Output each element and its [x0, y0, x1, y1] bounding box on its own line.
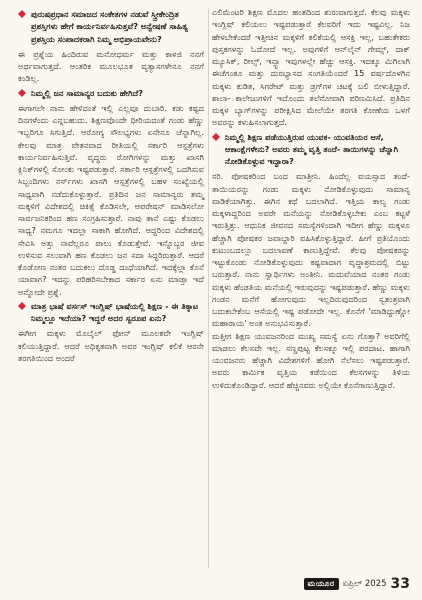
answer-3: ಈಗೀಗ ಮಕ್ಕಳು ಮೊಬೈಲ್‌ ಫೋನ್ ಮೂಲಕವೇ ಇಂಗ್ಲಿಷ್ ಕಲಿಯುತ್ತಿದ್ದಾರೆ. ಆದರೆ ಅಧಿಕೃತವಾಗಿ ಅವರ ಇಂಗ್ಲಿಷ್ ಕಲಿಕೆ ಆರನೇ ತರಗತಿಯಿಂದ ಅಂದರೆ	[18, 328, 204, 363]
diamond-bullet-icon	[18, 10, 26, 14]
diamond-bullet-icon	[212, 133, 220, 137]
left-column	[18, 6, 204, 364]
answer-1: ಈ ಪ್ರಶ್ನೆಯ ಹಿಂದಿರುವ ಮನೋಧರ್ಮ ಮತ್ತು ಕಾಳಜಿ ನನಗೆ ಅರ್ಥವಾಗುತ್ತದೆ. ಆಂತರಿಕ ಮೂಲಭೂತ ವ್ಯತ್ಯಾಸಗಳೇನೂ ನನಗೆ ಕಂಡಿಲ್ಲ.	[18, 48, 204, 84]
magazine-logo: ಮಯೂರ	[304, 578, 339, 590]
question-2-text: ನಿಮ್ಮಲ್ಲಿ ಜನ ಸಾಮಾನ್ಯರ ಬದುಕು ಹೇಗಿದೆ?	[31, 87, 143, 98]
issue-date: ಏಪ್ರಿಲ್ 2025	[342, 579, 387, 589]
question-1	[18, 8, 204, 45]
page-footer	[304, 576, 410, 592]
column-divider	[208, 8, 209, 568]
right-column	[212, 6, 410, 391]
answer-3-continued: ಎಲಿಮೆಂಟರಿ ಶಿಕ್ಷಣ ಮೊದಲ ಹಂತದಿಂದ ಶುರುವಾಗುತ್ತದೆ. ಕೆಲವು ಮಕ್ಕಳು ಇಂಗ್ಲಿಷ್ ಕಲಿಯಲು ಇಷ್ಟಪಡುತ್ತಾರೆ ಕೆಲವರಿಗೆ ಇದು ಇಷ್ಟವಿಲ್ಲ. ನಿಜ ಹೇಳಬೇಕೆಂದರೆ ಇತ್ತೀಚಿನ ಮಕ್ಕಳಿಗೆ ಕಲಿಕೆಯಲ್ಲಿ ಆಸಕ್ತಿ ಇಲ್ಲ, ಬಹುತೇಕರು ಪುಸ್ತಕಗಳನ್ನು ಓದೋದೆ ಇಲ್ಲ. ಅವುಗಳಿಗೆ ಆನ್‌ಲೈನ್ ಗೇಮ್ಸ್, ದಾಕ್ ಮ್ಯೂಸಿಕ್, ರೀಲ್ಸ್, ಇನ್ಸ್ಟಾ ಇವುಗಳಲ್ಲೇ ಹೆಚ್ಚು ಆಸಕ್ತಿ. ಇದಕ್ಕೂ ಮಿಗಿಲಾಗಿ ಈಚೆಗಂತೂ ಮತ್ತು ದುರಭ್ಯಾಸದ ಸಂಗತಿಯೆಂದರೆ 15 ವರ್ಷದೊಳಗಿನ ಮಕ್ಕಳು ಕುಡಿತ, ಸಿಗರೇಟ್ ಮತ್ತು ಡ್ರಗ್‌ಗಳ ಚಟಕ್ಕೆ ಬಲಿ ಬೀಳುತ್ತಿದ್ದಾರೆ. ಶಾಲಾ- ಕಾಲೇಜುಗಳಿಗೆ ಇದೊಂದು ತಲೆನೋವಾಗಿ ಪರಿಣಮಿಸಿದೆ. ಪ್ರತಿದಿನ ಮಕ್ಕಳ ಬ್ಯಾಗ್‌ಗಳನ್ನು ಪರೀಕ್ಷಿಸಿದ ಮೇಲೆಯೇ ತರಗತಿ ಕೋಣೆಯ ಒಳಗೆ ಅವರನ್ನು ಕಳುಹಿಸಲಾಗುತ್ತದೆ.	[212, 7, 410, 128]
question-1-text: ಪುರುಷಪ್ರಧಾನ ಸಮಾಜದ ಸಂಕೇತಗಳ ನಡುವೆ ಸ್ತ್ರೀಕೇಂದ್ರಿತ ಪ್ರಶಸ್ತಿಗಳು ಹೇಗೆ ಕಾರ್ಯನಿರ್ವಹಿಸುತ್ತವೆ? ಅನ್ವೇಷಣೆ ಸಾಹಿತ್ಯ ಪ್ರಶಸ್ತಿಯ ಸಂಪಾದಕರಾಗಿ ನಿಮ್ಮ ಅಭಿಪ್ರಾಯವೇನು?	[31, 9, 188, 44]
answer-5: ಮತ್ತೀಗ ಶಿಕ್ಷಣ ಯುವಜನರಿಂದ ಮುಖ್ಯ ಸಮಸ್ಯೆ ಏನು ಗೊತ್ತಾ? ಅವರಿಗೆಲ್ಲಿ ಮಾಡಲು ಕೆಲಸವೇ ಇಲ್ಲ. ಸಣ್ಣಪುಟ್ಟ ಕೆಲಸಕ್ಕೂ ಇಲ್ಲಿ ಪರದಾಟ. ಹಾಗಾಗಿ ಯುವಜನರು ಹೆಚ್ಚಾಗಿ ವಿದೇಶಗಳಿಗೆ ಹೋಗಿ ನೆಲೆಸಲು ಇಷ್ಟಪಡುತ್ತಾರೆ. ಅವರು ಕಾರ್ಮಿಕ ವೃತ್ತಿಯ ಕಡೆಯಿಂದ ಕೆಲಸಗಳನ್ನು ತಿಳಿಯ ಉಳಿದುಕೊಂಡಿದ್ದಾರೆ. ಆದರೆ ಹೆಚ್ಚಿನವರು ಅಲ್ಲಿಯೇ ಕೊನೆಗಾಣುತ್ತಿದ್ದಾರೆ.	[212, 330, 410, 390]
diamond-bullet-icon	[18, 302, 26, 306]
page-number: 33	[390, 576, 410, 592]
answer-2: ಈಗಾಗಲೇ ನಾನು ಹೇಳಿದಂತೆ ಇಲ್ಲಿ ಎಲ್ಲವೂ ದುಬಾರಿ. ಕಡು ಕಷ್ಟದ ದಿನಗಳೆಂದು ಎನ್ನಬಹುದು. ಶಿಕ್ಷಣವೊಂದೇ ಧೀರಿಯದಂತೆ ಗಂಡು ಹೆಣ್ಣು ಇಬ್ಬರಿಗೂ ಸಿಗುತ್ತಿದೆ. ಆರೋಗ್ಯ ಸೌಲಭ್ಯಗಳು ಏನೇನೂ ಚೆನ್ನಾಗಿಲ್ಲ. ಕೇಲವು ಮಾತ್ರ ವೇತನವಾದ ರೀತಿಯಲ್ಲಿ ಸರ್ಕಾರಿ ಆಸ್ಪತ್ರೆಗಳು ಕಾರ್ಯನಿರ್ವಹಿಸುತ್ತಿವೆ. ವೃದ್ಧರು ರೋಗಿಗಳನ್ನು ಮತ್ತು ಖಾಸಗಿ ಕ್ಲಿನಿಕ್‌ಗಳಲ್ಲಿ ಸೋಂಕು ಇಷ್ಟಪಡುತ್ತಾರೆ. ಸರ್ಕಾರಿ ಆಸ್ಪತ್ರೆಗಳಲ್ಲಿ ಒದಗಿಸುವ ಸಿಬ್ಬಂದಿಗಳು ನರ್ಸ್‌ಗಳು ಖಾಸಗಿ ಆಸ್ಪತ್ರೆಗಳಲ್ಲಿ ಬಹಳ ಸಂಖ್ಯೆಯಲ್ಲಿ ಸಾಧ್ಯವಾಗಿ ನಡೆದುಕೊಳ್ಳುತ್ತಾರೆ. ಪ್ರತಿದಿನ ಜನ ಸಾಮಾನ್ಯರು ತಮ್ಮ ಮಕ್ಕಳಿಗೆ ವಿದೇಶದಲ್ಲಿ ಚಿಕಿತ್ಸೆ ಕೊಡಿಸಲೇ, ಆಪರೇಷನ್ ಮಾಡಿಸಲೋ ಸಾರ್ವಜನಿಕರಿಂದ ಹಣ ಸಂಗ್ರಹಿಸುತ್ತಾರೆ. ನಾವು ತಾನೆ ಎಷ್ಟು ಕೊಡಲು ಸಾಧ್ಯ? ನಮಗೂ ಇದಲ್ಲಾ ಸಾಕಾಗಿ ಹೋಗಿದೆ. ಆದ್ದರಿಂದ ವಿದೇಶದಲ್ಲಿ ಸೇವಿಸಿ ಅತ್ತು ನಾವೆಲ್ಲರೂ ಪಾಲು ಕೊಡುತ್ತೇವೆ. ಇನ್ನೊಬ್ಬರ ಜೀವ ಉಳಿಸುವ ಸಲುವಾಗಿ ಹಣ ಕೊಡಲು ಜನ ಸದಾ ಸಿದ್ಧರಿರುತ್ತಾರೆ. ಆದರೆ ಕೊಡೋಣ ನಂತರ ಬದುಕಲು ದೊಡ್ಡ ದಂಧೆಯಾಗಿದೆ. ಇದಕ್ಕೆಲ್ಲಾ ಕೊನೆ ಯಾವಾಗ? ಇದನ್ನು ಪರಿಹರಿಸಬೇಕಾದ ಸರ್ಕಾರ ಏನು ಮಾಡ್ತಾ ಇದೆ ಅನ್ನೋದೇ ಪ್ರಶ್ನೆ.	[18, 102, 204, 297]
question-3	[18, 300, 204, 325]
answer-4: ಸರಿ. ಪೋಷಕರಿಂದ ಬಂದ ಮಾತ್ರೀನಿ. ಹಿಂದೆಲ್ಲ ವಯಸ್ಸಾದ ತಂದೆ-ತಾಯಿಯರನ್ನು ಗಂಡು ಮಕ್ಕಳು ನೋಡಿಕೊಳ್ಳುವುದು ಸಾಮಾನ್ಯ ವಾಡಿಕೆಯಾಗಿತ್ತು. ಈಗಿನ ಕಥೆ ಬದಲಾಗಿದೆ. ಇತ್ತಿಯ ಕಾಲ್ಯ ಗಂಡು ಮಕ್ಕಳಾದ್ದರಿಂದ ಅವರೇ ಮನೆಯನ್ನು ನೋಡಿಕೊಳ್ಳಬೇಕು ಎಂಬ ಕಟ್ಟಳೆ ಇರುತ್ತಿತ್ತು. ಆಧುನಿಕ ಜೀವನದ ಸಮಸ್ಯೆಗಳಿಂದಾಗಿ ಇದೀಗ ಹೆಣ್ಣು ಮಕ್ಕಳೂ ಹೆಚ್ಚಾಗಿ ಪೋಷಕರ ಜವಾಬ್ದಾರಿ ವಹಿಸಿಕೊಳ್ಳುತ್ತಿದ್ದಾರೆ. ಹೀಗೆ ಪ್ರತಿಯೊಂದು ಕುಟುಂಬದಲ್ಲೂ ಬದಲಾವಣೆ ಕಾಣುತ್ತಿದ್ದೇವೆ. ಕೆಲವು ಪೋಷಕರನ್ನು ಇಟ್ಟುಕೊಂಡು ನೋಡಿಕೊಳ್ಳುವುದು ಕಷ್ಟವಾದಾಗ ವೃದ್ಧಾಶ್ರಮದಲ್ಲಿ ಬಿಟ್ಟು ಬರುತ್ತಾರೆ. ನಾನು ಸ್ವಾರ್ಥಿಗಳು ಅಂತೀನಿ. ಮದುವೆಯಾದ ನಂತರ ಗಂಡು ಮಕ್ಕಳು ಹೆಂಡತಿಯ ಮನೆಯಲ್ಲಿ ಇರುವುದನ್ನು ಇಷ್ಟಪಡುತ್ತಾರೆ. ಹೆಣ್ಣು ಮಕ್ಕಳು ಗಂಡನ ಮನೆಗೆ ಹೋಗುವುದು ಇಲ್ಲದಿರುವುದರಿಂದ ಸ್ವತಂತ್ರವಾಗಿ ಬದುಕಬೇಕೆಂಬ ಆಸೆಯಲ್ಲಿ ಇಷ್ಟ ಪಡೋದೇ ಇಲ್ಲ. ಕೊನೆಗೆ 'ಮಾಡಿದ್ದುಣ್ಣೋ ಮಹಾರಾಯ' ಅಂತ ಅನುಭವಿಸುತ್ತಾರೆ.	[212, 171, 410, 329]
question-3-text: ಮಾತ್ರ ಭಾಷೆ ವರ್ಸಸ್ ಇಂಗ್ಲಿಷ್ ಭಾಷೆಯಲ್ಲಿ ಶಿಕ್ಷಣ - ಈ ತಿಕ್ಕಾಟ ನಿಮ್ಮಲ್ಲೂ ಇದೆಯಾ? ಇದ್ದರೆ ಅದರ ಸ್ವರೂಪ ಏನು?	[31, 300, 199, 323]
question-4-text: ನಿಮ್ಮಲ್ಲಿ ಶಿಕ್ಷಣ ಪಡೆಯುತ್ತಿರುವ ಯುವಕ- ಯುವತಿಯರ ಆಸೆ, ಆಕಾಂಕ್ಷೆಗಳೇನು? ಅವರು ತಮ್ಮ ವೃತ್ತಿ ತಂದೆ- ತಾಯಿಗಳನ್ನು ಚೆನ್ನಾಗಿ ನೋಡಿಕೊಳ್ಳುವ ಇದ್ದಾರಾ?	[225, 131, 399, 166]
diamond-bullet-icon	[18, 89, 26, 93]
question-2	[18, 87, 204, 99]
question-4	[212, 131, 410, 168]
